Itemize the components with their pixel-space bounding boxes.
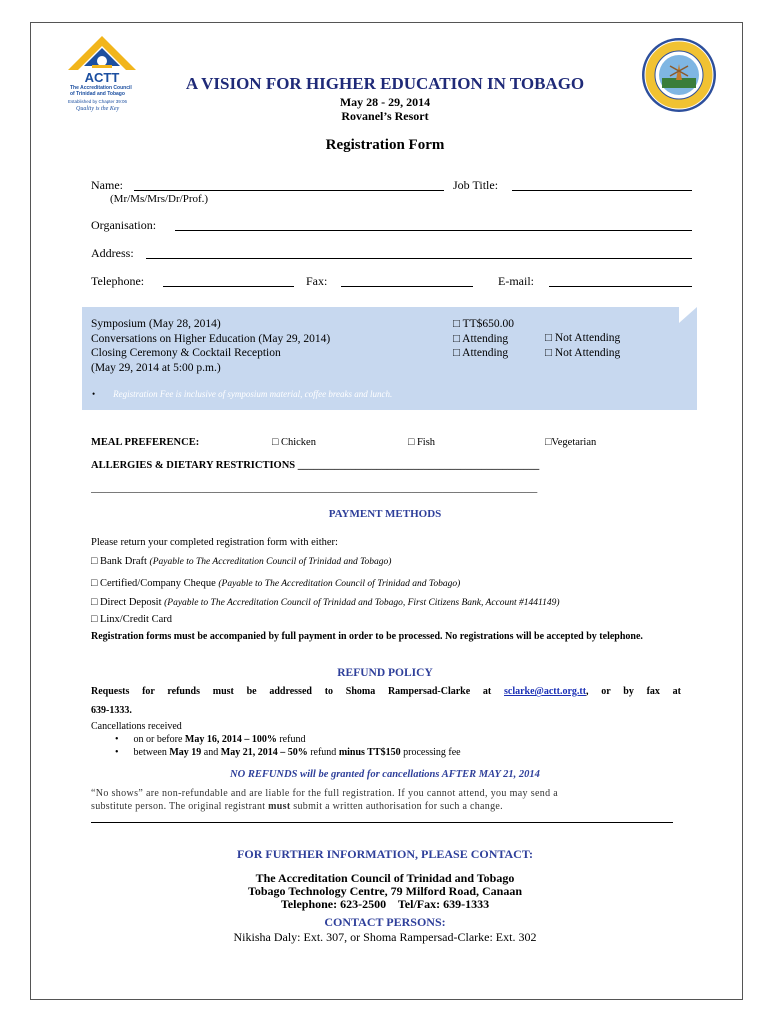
event-list <box>91 317 330 375</box>
refund-email-link[interactable]: sclarke@actt.org.tt <box>504 686 587 697</box>
no-shows-must: must <box>268 801 291 812</box>
email-input[interactable] <box>549 286 692 287</box>
no-shows-post: submit a written authorisation for such a change. <box>293 801 503 812</box>
email-label: E-mail: <box>498 274 534 288</box>
payment-intro: Please return your completed registration form with either: <box>91 537 338 548</box>
telephone-input[interactable] <box>163 286 294 287</box>
event-venue: Rovanel’s Resort <box>341 109 429 123</box>
allergies-input-2[interactable]: _____________________________________________________________________________________ <box>91 483 538 494</box>
cheque-label: □ Certified/Company Cheque <box>91 578 216 589</box>
refund-requests-pre: Requests for refunds must be addressed to Shoma Rampersad-Clarke at <box>91 686 492 697</box>
event-symposium: Symposium (May 28, 2014) <box>91 318 221 330</box>
event-options-col2 <box>545 331 620 360</box>
event-conversations: Conversations on Higher Education (May 29, 2014) <box>91 332 331 345</box>
address-label: Address: <box>91 246 134 260</box>
refund-heading: REFUND POLICY <box>337 667 433 679</box>
logo-name: The Accreditation Council of Trinidad and Tobago <box>70 85 132 97</box>
bullet1-post: refund <box>279 734 306 745</box>
refund-fax: 639-1333. <box>91 705 132 716</box>
refund-requests <box>91 686 681 697</box>
attending-checkbox-2[interactable]: □ Attending <box>453 347 509 359</box>
logo-established: Established by Chapter 39:06 <box>68 99 128 104</box>
bullet2-post: processing fee <box>403 747 461 758</box>
name-hint: (Mr/Ms/Mrs/Dr/Prof.) <box>110 193 209 205</box>
payment-bank-draft[interactable] <box>91 556 391 567</box>
address-input[interactable] <box>146 258 692 259</box>
refund-bullet-1: • on or before May 16, 2014 – 100% refund <box>115 734 306 745</box>
no-shows-line-2 <box>91 801 681 812</box>
payment-direct-deposit[interactable] <box>91 597 560 608</box>
meal-chicken[interactable]: □ Chicken <box>272 437 316 448</box>
job-title-input[interactable] <box>512 190 692 191</box>
name-input[interactable] <box>134 190 444 191</box>
refund-bullet-2: • between May 19 and May 21, 2014 – 50% refund minus TT$150 processing fee <box>115 747 461 758</box>
payment-warning: Registration forms must be accompanied by full payment in order to be processed. No registrations will be accepted by telephone. <box>91 631 643 642</box>
meal-fish[interactable]: □ Fish <box>408 437 436 448</box>
allergies-label <box>91 460 539 471</box>
event-options-col1 <box>453 317 514 361</box>
contact-phone: Telephone: 623-2500 Tel/Fax: 639-1333 <box>280 897 490 911</box>
page-title: A VISION FOR HIGHER EDUCATION IN TOBAGO <box>185 74 585 93</box>
no-refunds-notice: NO REFUNDS will be granted for cancellations AFTER MAY 21, 2014 <box>230 769 540 780</box>
no-shows-line-1: “No shows” are non-refundable and are liable for the full registration. If you cannot attend, you may send a <box>91 788 559 799</box>
deposit-note: (Payable to The Accreditation Council of Trinidad and Tobago, First Citizens Bank, Account #1441149) <box>164 598 560 608</box>
organisation-input[interactable] <box>175 230 692 231</box>
logo-acronym: ACTT <box>84 70 120 85</box>
contact-persons-heading: CONTACT PERSONS: <box>324 915 446 929</box>
fax-input[interactable] <box>341 286 473 287</box>
bullet2-date2: May 21, 2014 – 50% <box>220 747 308 758</box>
fee-checkbox[interactable]: □ TT$650.00 <box>453 318 515 330</box>
job-title-label: Job Title: <box>453 178 499 192</box>
bank-draft-note: (Payable to The Accreditation Council of Trinidad and Tobago) <box>149 557 392 567</box>
fee-note-text: Registration Fee is inclusive of symposium material, coffee breaks and lunch. <box>113 389 393 399</box>
contact-org: The Accreditation Council of Trinidad and Tobago <box>255 871 515 885</box>
bank-draft-label: □ Bank Draft <box>91 556 147 567</box>
event-date: May 28 - 29, 2014 <box>339 95 431 109</box>
organisation-label: Organisation: <box>91 218 157 232</box>
divider <box>91 822 673 823</box>
name-label: Name: <box>91 178 123 192</box>
not-attending-checkbox-1[interactable]: □ Not Attending <box>545 332 621 344</box>
bullet2-pre: between <box>133 747 167 758</box>
meal-vegetarian[interactable]: □Vegetarian <box>545 437 597 448</box>
no-shows-pre: substitute person. The original registrant <box>91 801 266 812</box>
deposit-label: □ Direct Deposit <box>91 597 162 608</box>
bullet2-date1: May 19 <box>169 747 202 758</box>
event-closing-time: (May 29, 2014 at 5:00 p.m.) <box>91 361 221 374</box>
telephone-label: Telephone: <box>91 274 145 288</box>
bullet1-date: May 16, 2014 – 100% <box>184 734 277 745</box>
bullet2-minus: minus TT$150 <box>338 747 401 758</box>
contact-persons: Nikisha Daly: Ext. 307, or Shoma Rampersad-Clarke: Ext. 302 <box>233 930 537 944</box>
fee-note: • Registration Fee is inclusive of symposium material, coffee breaks and lunch. <box>92 389 393 399</box>
logo-tagline: Quality is the Key <box>76 106 120 112</box>
bullet2-and: and <box>203 747 219 758</box>
allergies-input[interactable]: ______________________________________________ <box>297 460 540 471</box>
payment-credit-card[interactable]: □ Linx/Credit Card <box>91 614 172 625</box>
contact-heading: FOR FURTHER INFORMATION, PLEASE CONTACT: <box>237 847 533 861</box>
contact-address: Tobago Technology Centre, 79 Milford Road, Canaan <box>247 884 523 898</box>
fax-label: Fax: <box>306 274 328 288</box>
refund-requests-post: , or by fax at <box>586 686 681 697</box>
cheque-note: (Payable to The Accreditation Council of Trinidad and Tobago) <box>218 579 461 589</box>
event-closing-ceremony: Closing Ceremony & Cocktail Reception <box>91 347 281 359</box>
meal-label: MEAL PREFERENCE: <box>91 437 200 448</box>
attending-checkbox-1[interactable]: □ Attending <box>453 332 509 345</box>
not-attending-checkbox-2[interactable]: □ Not Attending <box>545 346 621 359</box>
cancellations-label: Cancellations received <box>91 721 182 732</box>
form-title: Registration Form <box>325 137 445 153</box>
payment-heading: PAYMENT METHODS <box>328 508 442 520</box>
bullet1-pre: on or before <box>133 734 183 745</box>
allergies-text: ALLERGIES & DIETARY RESTRICTIONS <box>91 460 296 471</box>
bullet2-mid: refund <box>310 747 337 758</box>
payment-cheque[interactable] <box>91 578 460 589</box>
